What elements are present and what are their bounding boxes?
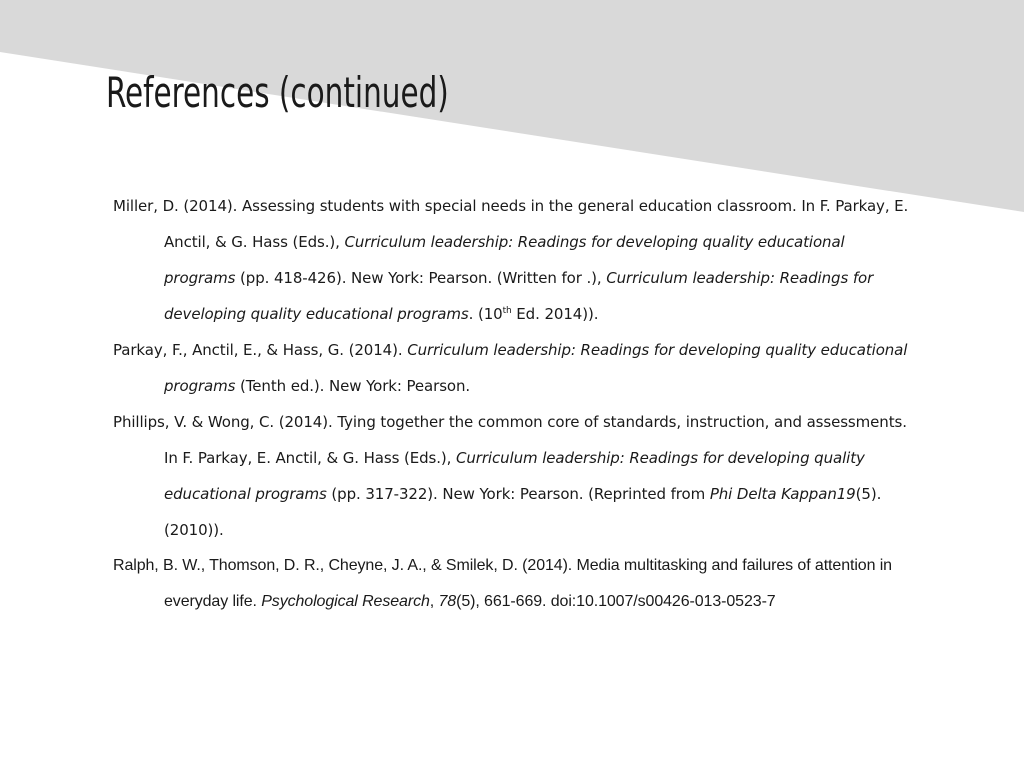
reference-text: (5). (2010)). [164, 485, 882, 539]
reference-text: (pp. 317-322). New York: Pearson. (Reprinted from [326, 485, 710, 503]
reference-book-title: Curriculum leadership: Readings for developing quality educational programs [164, 233, 845, 287]
reference-book-title: Curriculum leadership: Readings for developing quality educational programs [164, 269, 874, 323]
reference-text: Phillips, V. & Wong, C. (2014). Tying together the common core of standards, instruction, and assessments. In F. Parkay, E. Anctil, & G. Hass (Eds.), [113, 413, 907, 467]
reference-volume: 78 [438, 593, 457, 610]
reference-text: , [429, 593, 439, 610]
reference-text: Miller, D. (2014). Assessing students with special needs in the general education classroom. In F. Parkay, E. Anctil, & G. Hass (Eds.), [113, 197, 909, 251]
reference-entry-ralph [113, 548, 913, 620]
reference-book-title: Curriculum leadership: Readings for developing quality educational programs [164, 341, 908, 395]
reference-text: (pp. 418-426). New York: Pearson. (Written for .), [235, 269, 607, 287]
reference-text: Parkay, F., Anctil, E., & Hass, G. (2014). [113, 341, 408, 359]
reference-journal-title: Psychological Research [261, 593, 430, 610]
reference-list [113, 188, 913, 620]
reference-book-title: Curriculum leadership: Readings for developing quality educational programs [164, 449, 865, 503]
reference-text: (Tenth ed.). New York: Pearson. [235, 377, 471, 395]
reference-entry-miller [113, 188, 913, 332]
slide-title: References (continued) [106, 68, 449, 117]
reference-journal-title: Phi Delta Kappan19 [709, 485, 856, 503]
reference-text: Ed. 2014)). [511, 305, 599, 323]
reference-entry-phillips [113, 404, 913, 548]
reference-text: . (10 [468, 305, 503, 323]
reference-text: (5), 661-669. doi:10.1007/s00426-013-0523-7 [456, 593, 776, 610]
ordinal-suffix: th [502, 306, 512, 316]
reference-entry-parkay [113, 332, 913, 404]
reference-text: Ralph, B. W., Thomson, D. R., Cheyne, J. A., & Smilek, D. (2014). Media multitasking and failures of attention in everyday life. [113, 557, 892, 610]
